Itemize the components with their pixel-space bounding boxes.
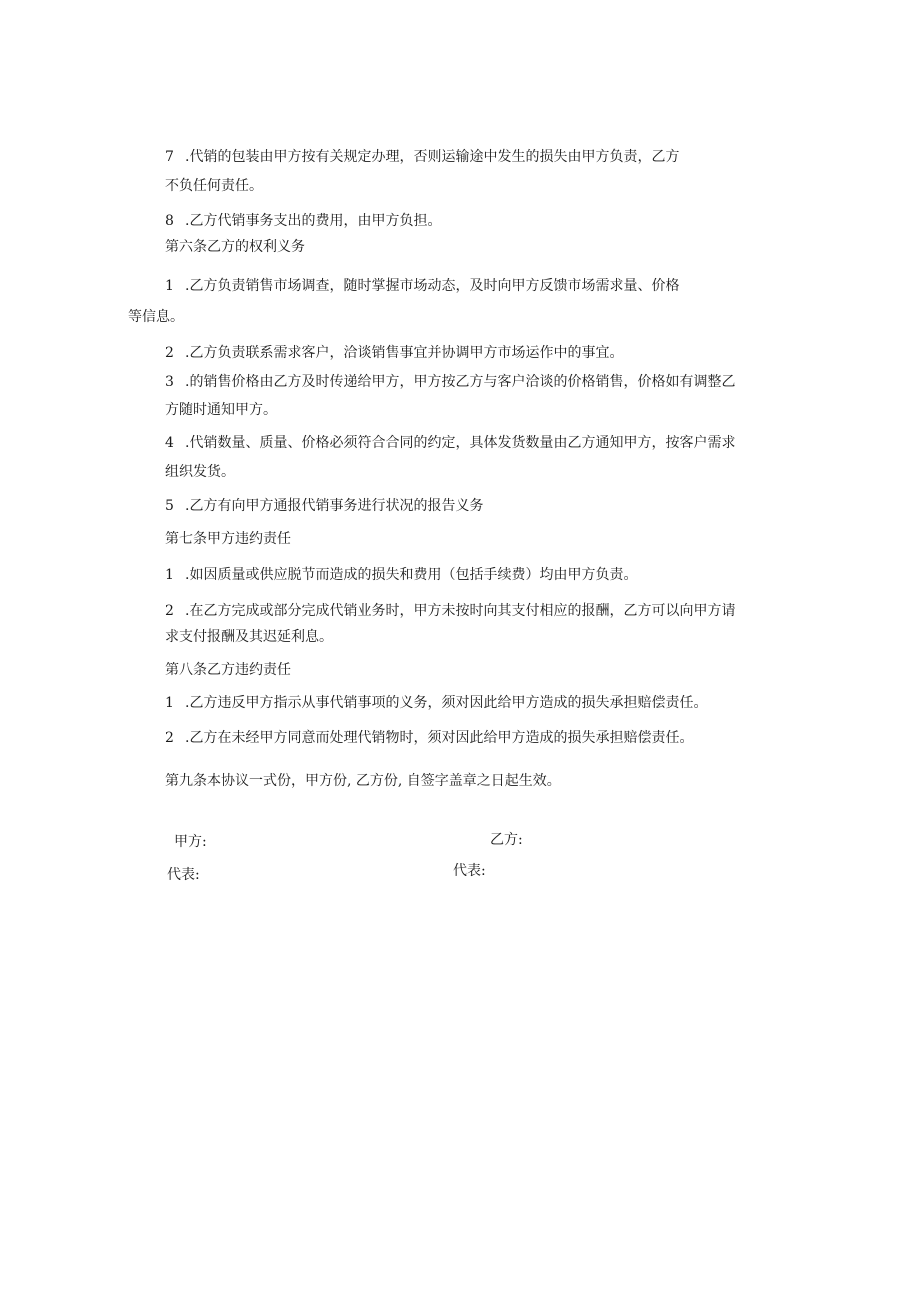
party-b-label: 乙方: xyxy=(490,832,523,848)
clause-text: .如因质量或供应脱节而造成的损失和费用（包括手续费）均由甲方负责。 xyxy=(185,567,638,583)
clause-line xyxy=(165,602,735,620)
clause-text: .乙方负责销售市场调查，随时掌握市场动态，及时向甲方反馈市场需求量、价格 xyxy=(185,278,680,294)
clause-line xyxy=(165,148,679,166)
article-title: 第八条乙方违约责任 xyxy=(165,662,291,678)
article-heading xyxy=(165,238,305,256)
clause-number: 3 xyxy=(165,374,174,390)
clause-text: 方随时通知甲方。 xyxy=(165,402,277,418)
clause-line xyxy=(165,373,735,391)
clause-text: .在乙方完成或部分完成代销业务时，甲方未按时向其支付相应的报酬，乙方可以向甲方请 xyxy=(185,603,736,619)
clause-line xyxy=(165,566,637,584)
clause-line-continuation xyxy=(165,463,235,481)
clause-number: 4 xyxy=(165,435,174,451)
article-title: 第九条本协议一式份，甲方份, 乙方份, 自签字盖章之日起生效。 xyxy=(165,773,561,789)
clause-text: 等信息。 xyxy=(128,309,184,325)
clause-number: 2 xyxy=(165,730,174,746)
article-heading xyxy=(165,772,561,790)
clause-number: 2 xyxy=(165,603,174,619)
party-a-label: 甲方: xyxy=(174,834,207,850)
clause-line xyxy=(165,729,693,747)
clause-line-continuation xyxy=(165,628,333,646)
clause-line xyxy=(165,497,483,515)
party-b-representative-label: 代表: xyxy=(453,863,486,879)
clause-line xyxy=(165,212,441,230)
clause-number: 1 xyxy=(165,567,174,583)
clause-line xyxy=(165,344,623,362)
clause-number: 5 xyxy=(165,498,174,514)
clause-number: 7 xyxy=(165,149,174,165)
clause-text: .乙方负责联系需求客户，洽谈销售事宜并协调甲方市场运作中的事宜。 xyxy=(185,345,624,361)
clause-text: 不负任何责任。 xyxy=(165,178,263,194)
clause-number: 2 xyxy=(165,345,174,361)
article-heading xyxy=(165,661,291,679)
clause-number: 8 xyxy=(165,213,174,229)
clause-line xyxy=(165,694,707,712)
article-heading xyxy=(165,530,291,548)
article-title: 第七条甲方违约责任 xyxy=(165,531,291,547)
party-a-representative-label: 代表: xyxy=(167,867,200,883)
clause-number: 1 xyxy=(165,695,174,711)
clause-line-continuation xyxy=(128,308,184,326)
clause-text: 组织发货。 xyxy=(165,464,235,480)
clause-line xyxy=(165,277,679,295)
clause-text: .代销数量、质量、价格必须符合合同的约定，具体发货数量由乙方通知甲方，按客户需求 xyxy=(185,435,736,451)
clause-text: .乙方违反甲方指示从事代销事项的义务，须对因此给甲方造成的损失承担赔偿责任。 xyxy=(185,695,708,711)
clause-text: .乙方在未经甲方同意而处理代销物时，须对因此给甲方造成的损失承担赔偿责任。 xyxy=(185,730,694,746)
clause-line-continuation xyxy=(165,401,277,419)
clause-text: .乙方代销事务支出的费用，由甲方负担。 xyxy=(185,213,442,229)
clause-line xyxy=(165,434,735,452)
article-title: 第六条乙方的权利义务 xyxy=(165,239,305,255)
clause-text: .的销售价格由乙方及时传递给甲方，甲方按乙方与客户洽谈的价格销售，价格如有调整乙 xyxy=(185,374,736,390)
clause-text: .乙方有向甲方通报代销事务进行状况的报告义务 xyxy=(185,498,484,514)
clause-text: .代销的包装由甲方按有关规定办理，否则运输途中发生的损失由甲方负责，乙方 xyxy=(185,149,680,165)
clause-line-continuation xyxy=(165,177,263,195)
clause-number: 1 xyxy=(165,278,174,294)
clause-text: 求支付报酬及其迟延利息。 xyxy=(165,629,333,645)
